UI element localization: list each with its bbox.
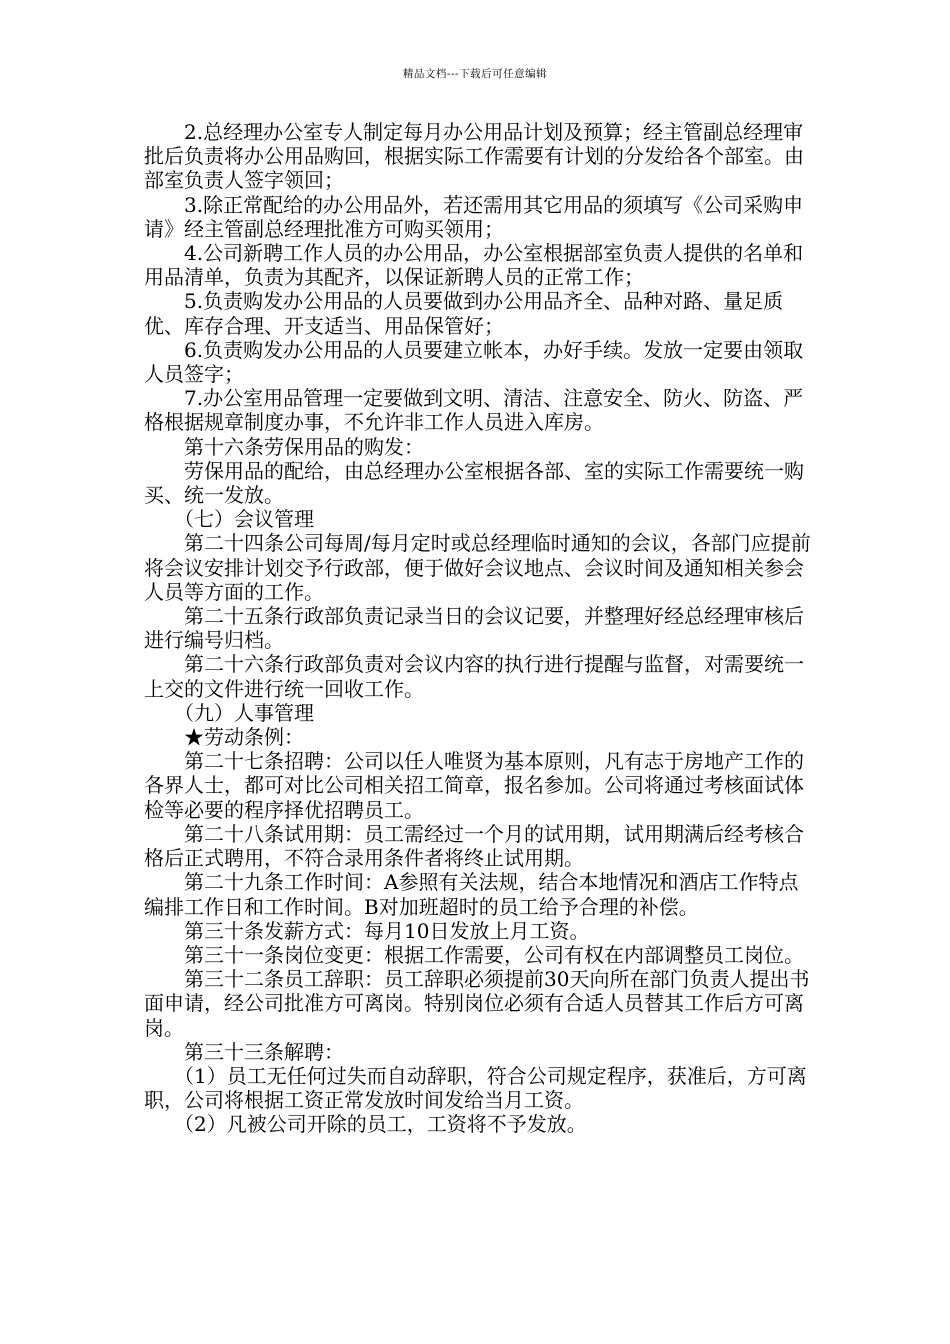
article-heading: 第十六条劳保用品的购发：: [184, 434, 424, 459]
paragraph: 第二十四条公司每周/每月定时或总经理临时通知的会议，各部门应提前将会议安排计划交予行政部，便于做好会议地点、会议时间及通知相关参会人员等方面的工作。: [144, 531, 811, 604]
article-heading: 第三十三条解聘：: [184, 1039, 344, 1064]
section-heading: （七）会议管理: [174, 507, 314, 532]
list-item: （1）员工无任何过失而自动辞职，符合公司规定程序，获准后，方可离职，公司将根据工资正常发放时间发给当月工资。: [144, 1063, 807, 1113]
subsection-heading: ★劳动条例：: [184, 725, 304, 750]
paragraph: 劳保用品的配给，由总经理办公室根据各部、室的实际工作需要统一购买、统一发放。: [144, 458, 804, 508]
paragraph: 第二十六条行政部负责对会议内容的执行进行提醒与监督，对需要统一上交的文件进行统一回收工作。: [144, 652, 804, 701]
document-body: [144, 120, 812, 1137]
paragraph: 第二十五条行政部负责记录当日的会议记要，并整理好经总经理审核后进行编号归档。: [144, 604, 804, 653]
list-item: （2）凡被公司开除的员工，工资将不予发放。: [174, 1112, 587, 1137]
paragraph: 第三十一条岗位变更：根据工作需要，公司有权在内部调整员工岗位。: [184, 942, 804, 967]
page-header: 精品文档---下载后可任意编辑: [402, 68, 548, 80]
paragraph: 3.除正常配给的办公用品外，若还需用其它用品的须填写《公司采购申请》经主管副总经理批准方可购买领用；: [144, 192, 804, 241]
paragraph: 第二十八条试用期：员工需经过一个月的试用期，试用期满后经考核合格后正式聘用，不符合录用条件者将终止试用期。: [144, 821, 804, 871]
paragraph: 6.负责购发办公用品的人员要建立帐本，办好手续。发放一定要由领取人员签字；: [144, 337, 804, 387]
section-heading: （九）人事管理: [174, 700, 314, 725]
paragraph: 第二十九条工作时间：A参照有关法规，结合本地情况和酒店工作特点编排工作日和工作时间。B对加班超时的员工给予合理的补偿。: [144, 870, 799, 919]
paragraph: 7.办公室用品管理一定要做到文明、清洁、注意安全、防火、防盗、严格根据规章制度办事，不允许非工作人员进入库房。: [144, 386, 804, 435]
paragraph: 2.总经理办公室专人制定每月办公用品计划及预算；经主管副总经理审批后负责将办公用品购回，根据实际工作需要有计划的分发给各个部室。由部室负责人签字领回；: [144, 120, 804, 193]
paragraph: 第三十条发薪方式：每月10日发放上月工资。: [184, 918, 590, 943]
paragraph: 5.负责购发办公用品的人员要做到办公用品齐全、品种对路、量足质优、库存合理、开支适当、用品保管好；: [144, 289, 784, 338]
paragraph: 第二十七条招聘：公司以任人唯贤为基本原则，凡有志于房地产工作的各界人士，都可对比公司相关招工简章，报名参加。公司将通过考核面试体检等必要的程序择优招聘员工。: [144, 749, 804, 822]
paragraph: 第三十二条员工辞职：员工辞职必须提前30天向所在部门负责人提出书面申请，经公司批准方可离岗。特别岗位必须有合适人员替其工作后方可离岗。: [144, 967, 810, 1040]
paragraph: 4.公司新聘工作人员的办公用品，办公室根据部室负责人提供的名单和用品清单，负责为其配齐，以保证新聘人员的正常工作；: [144, 241, 804, 290]
